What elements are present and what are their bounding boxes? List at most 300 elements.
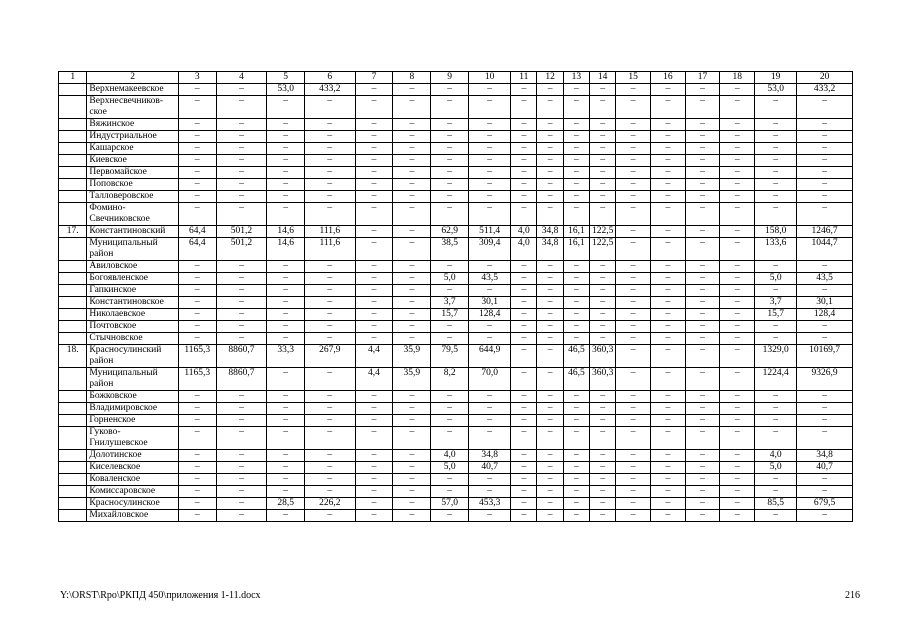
settlement-name-cell: Коваленское <box>87 474 178 486</box>
value-cell: – <box>393 261 431 273</box>
value-cell: – <box>355 391 393 403</box>
table-row <box>59 191 853 203</box>
value-cell: 64,4 <box>178 226 216 238</box>
value-cell: – <box>305 131 355 143</box>
value-cell: – <box>393 179 431 191</box>
value-cell: – <box>355 238 393 261</box>
value-cell: – <box>431 261 469 273</box>
value-cell: – <box>216 119 266 131</box>
value-cell: 40,7 <box>469 462 511 474</box>
value-cell: – <box>616 203 651 226</box>
value-cell: – <box>355 261 393 273</box>
value-cell: – <box>563 179 589 191</box>
value-cell: – <box>216 261 266 273</box>
value-cell: – <box>267 462 305 474</box>
settlement-name-cell: Киевское <box>87 155 178 167</box>
value-cell: – <box>720 403 755 415</box>
value-cell: – <box>393 427 431 450</box>
settlement-name-cell: Стычновское <box>87 333 178 345</box>
value-cell: 4,0 <box>511 226 537 238</box>
value-cell: 5,0 <box>755 462 797 474</box>
value-cell: – <box>355 474 393 486</box>
settlement-name-cell: Владимировское <box>87 403 178 415</box>
value-cell: – <box>755 321 797 333</box>
value-cell: – <box>537 155 563 167</box>
row-number-cell <box>59 261 87 273</box>
value-cell: – <box>469 84 511 96</box>
value-cell: – <box>720 450 755 462</box>
value-cell: 34,8 <box>537 226 563 238</box>
value-cell: – <box>563 462 589 474</box>
value-cell: – <box>216 309 266 321</box>
value-cell: – <box>216 84 266 96</box>
table-row <box>59 167 853 179</box>
value-cell: – <box>178 333 216 345</box>
value-cell: – <box>755 96 797 119</box>
value-cell: – <box>616 191 651 203</box>
value-cell: – <box>537 273 563 285</box>
value-cell: – <box>537 119 563 131</box>
value-cell: 5,0 <box>431 273 469 285</box>
value-cell: – <box>305 309 355 321</box>
value-cell: – <box>393 309 431 321</box>
value-cell: – <box>267 368 305 391</box>
value-cell: 53,0 <box>267 84 305 96</box>
value-cell: – <box>685 285 720 297</box>
value-cell: – <box>431 119 469 131</box>
value-cell: – <box>305 450 355 462</box>
row-number-cell <box>59 273 87 285</box>
value-cell: – <box>216 415 266 427</box>
value-cell: – <box>216 143 266 155</box>
value-cell: – <box>511 510 537 522</box>
value-cell: – <box>469 333 511 345</box>
value-cell: – <box>355 297 393 309</box>
value-cell: – <box>305 333 355 345</box>
value-cell: 1329,0 <box>755 345 797 368</box>
value-cell: – <box>651 238 686 261</box>
table-row <box>59 273 853 285</box>
value-cell: – <box>616 333 651 345</box>
value-cell: – <box>511 345 537 368</box>
value-cell: – <box>720 321 755 333</box>
value-cell: – <box>178 143 216 155</box>
value-cell: 8860,7 <box>216 345 266 368</box>
value-cell: – <box>720 167 755 179</box>
value-cell: – <box>720 96 755 119</box>
value-cell: – <box>393 391 431 403</box>
row-number-cell <box>59 510 87 522</box>
value-cell: – <box>720 261 755 273</box>
value-cell: 453,3 <box>469 498 511 510</box>
value-cell: – <box>537 131 563 143</box>
value-cell: – <box>537 498 563 510</box>
value-cell: – <box>305 474 355 486</box>
value-cell: – <box>590 474 616 486</box>
value-cell: – <box>355 462 393 474</box>
value-cell: – <box>267 333 305 345</box>
value-cell: – <box>305 261 355 273</box>
value-cell: – <box>469 179 511 191</box>
value-cell: – <box>511 450 537 462</box>
row-number-cell <box>59 333 87 345</box>
value-cell: 57,0 <box>431 498 469 510</box>
value-cell: – <box>431 191 469 203</box>
value-cell: – <box>305 297 355 309</box>
value-cell: – <box>178 309 216 321</box>
table-row <box>59 179 853 191</box>
settlement-name-cell: Муниципальный район <box>87 238 178 261</box>
value-cell: – <box>720 486 755 498</box>
value-cell: – <box>797 167 853 179</box>
value-cell: – <box>797 155 853 167</box>
value-cell: – <box>305 427 355 450</box>
column-header: 11 <box>511 72 537 84</box>
value-cell: 30,1 <box>469 297 511 309</box>
value-cell: – <box>685 143 720 155</box>
value-cell: – <box>685 415 720 427</box>
value-cell: – <box>537 427 563 450</box>
value-cell: – <box>393 474 431 486</box>
table-row <box>59 462 853 474</box>
table-row <box>59 96 853 119</box>
value-cell: 1165,3 <box>178 368 216 391</box>
value-cell: 16,1 <box>563 226 589 238</box>
value-cell: – <box>590 143 616 155</box>
table-row <box>59 143 853 155</box>
value-cell: – <box>537 191 563 203</box>
value-cell: – <box>685 498 720 510</box>
value-cell: – <box>651 131 686 143</box>
value-cell: – <box>511 474 537 486</box>
value-cell: – <box>797 391 853 403</box>
value-cell: – <box>355 84 393 96</box>
value-cell: – <box>537 450 563 462</box>
value-cell: – <box>590 167 616 179</box>
value-cell: – <box>511 119 537 131</box>
value-cell: 111,6 <box>305 238 355 261</box>
value-cell: – <box>563 498 589 510</box>
value-cell: – <box>511 191 537 203</box>
value-cell: 360,3 <box>590 368 616 391</box>
settlement-name-cell: Красносулинский район <box>87 345 178 368</box>
value-cell: – <box>616 345 651 368</box>
value-cell: – <box>720 498 755 510</box>
value-cell: – <box>720 462 755 474</box>
value-cell: – <box>216 297 266 309</box>
settlement-name-cell: Муниципальный район <box>87 368 178 391</box>
value-cell: – <box>511 297 537 309</box>
value-cell: – <box>393 333 431 345</box>
value-cell: – <box>563 486 589 498</box>
value-cell: 85,5 <box>755 498 797 510</box>
row-number-cell <box>59 462 87 474</box>
value-cell: – <box>563 427 589 450</box>
value-cell: – <box>720 119 755 131</box>
value-cell: – <box>616 427 651 450</box>
value-cell: – <box>685 450 720 462</box>
column-header: 4 <box>216 72 266 84</box>
value-cell: – <box>393 238 431 261</box>
row-number-cell: 17. <box>59 226 87 238</box>
value-cell: – <box>616 285 651 297</box>
value-cell: – <box>511 486 537 498</box>
row-number-cell <box>59 297 87 309</box>
value-cell: 158,0 <box>755 226 797 238</box>
value-cell: – <box>563 415 589 427</box>
value-cell: – <box>563 297 589 309</box>
value-cell: 5,0 <box>755 273 797 285</box>
value-cell: – <box>537 403 563 415</box>
value-cell: – <box>590 391 616 403</box>
value-cell: – <box>393 297 431 309</box>
settlement-name-cell: Константиновское <box>87 297 178 309</box>
value-cell: – <box>590 510 616 522</box>
settlement-name-cell: Гапкинское <box>87 285 178 297</box>
value-cell: – <box>616 498 651 510</box>
row-number-cell <box>59 427 87 450</box>
value-cell: – <box>651 450 686 462</box>
table-row <box>59 498 853 510</box>
column-header: 13 <box>563 72 589 84</box>
value-cell: – <box>616 297 651 309</box>
value-cell: – <box>355 486 393 498</box>
value-cell: – <box>178 96 216 119</box>
value-cell: – <box>590 179 616 191</box>
column-header: 2 <box>87 72 178 84</box>
value-cell: – <box>616 143 651 155</box>
value-cell: 35,9 <box>393 345 431 368</box>
value-cell: – <box>393 403 431 415</box>
value-cell: – <box>216 167 266 179</box>
value-cell: – <box>755 285 797 297</box>
value-cell: – <box>563 131 589 143</box>
value-cell: 128,4 <box>797 309 853 321</box>
value-cell: – <box>305 403 355 415</box>
table-row <box>59 226 853 238</box>
value-cell: – <box>755 391 797 403</box>
value-cell: – <box>755 155 797 167</box>
value-cell: – <box>305 191 355 203</box>
value-cell: – <box>178 297 216 309</box>
value-cell: – <box>685 321 720 333</box>
value-cell: – <box>511 415 537 427</box>
value-cell: – <box>469 203 511 226</box>
value-cell: 43,5 <box>469 273 511 285</box>
value-cell: – <box>469 167 511 179</box>
value-cell: – <box>720 285 755 297</box>
value-cell: – <box>685 297 720 309</box>
value-cell: – <box>216 131 266 143</box>
value-cell: – <box>305 415 355 427</box>
value-cell: – <box>178 427 216 450</box>
column-header: 14 <box>590 72 616 84</box>
value-cell: – <box>469 486 511 498</box>
value-cell: 309,4 <box>469 238 511 261</box>
value-cell: 43,5 <box>797 273 853 285</box>
value-cell: – <box>393 155 431 167</box>
value-cell: – <box>393 510 431 522</box>
value-cell: – <box>755 415 797 427</box>
value-cell: – <box>393 273 431 285</box>
value-cell: – <box>651 333 686 345</box>
table-row <box>59 474 853 486</box>
value-cell: – <box>720 474 755 486</box>
value-cell: – <box>720 309 755 321</box>
value-cell: – <box>267 203 305 226</box>
column-header: 16 <box>651 72 686 84</box>
value-cell: – <box>590 450 616 462</box>
value-cell: – <box>797 131 853 143</box>
value-cell: – <box>431 179 469 191</box>
value-cell: – <box>537 462 563 474</box>
value-cell: – <box>537 486 563 498</box>
value-cell: – <box>685 474 720 486</box>
value-cell: – <box>537 179 563 191</box>
value-cell: – <box>469 391 511 403</box>
value-cell: – <box>355 143 393 155</box>
row-number-cell <box>59 474 87 486</box>
value-cell: – <box>431 391 469 403</box>
value-cell: – <box>651 321 686 333</box>
value-cell: – <box>797 403 853 415</box>
value-cell: – <box>720 368 755 391</box>
value-cell: 8,2 <box>431 368 469 391</box>
value-cell: – <box>267 391 305 403</box>
value-cell: – <box>720 415 755 427</box>
value-cell: – <box>267 143 305 155</box>
table-row <box>59 285 853 297</box>
value-cell: – <box>178 486 216 498</box>
row-number-cell <box>59 131 87 143</box>
value-cell: – <box>431 333 469 345</box>
value-cell: – <box>685 84 720 96</box>
column-header: 20 <box>797 72 853 84</box>
settlement-name-cell: Константиновский <box>87 226 178 238</box>
value-cell: – <box>355 321 393 333</box>
value-cell: – <box>267 427 305 450</box>
document-file-path: Y:\ORST\Rpo\РКПД 450\приложения 1-11.docx <box>60 590 261 601</box>
value-cell: – <box>590 498 616 510</box>
value-cell: – <box>431 510 469 522</box>
table-row <box>59 238 853 261</box>
value-cell: – <box>267 261 305 273</box>
value-cell: 122,5 <box>590 238 616 261</box>
value-cell: – <box>393 143 431 155</box>
value-cell: – <box>563 450 589 462</box>
value-cell: – <box>685 226 720 238</box>
value-cell: – <box>355 191 393 203</box>
value-cell: – <box>355 96 393 119</box>
value-cell: 3,7 <box>755 297 797 309</box>
value-cell: – <box>616 391 651 403</box>
value-cell: 267,9 <box>305 345 355 368</box>
value-cell: – <box>469 131 511 143</box>
value-cell: – <box>563 191 589 203</box>
table-row <box>59 403 853 415</box>
value-cell: 40,7 <box>797 462 853 474</box>
value-cell: – <box>590 191 616 203</box>
table-row <box>59 309 853 321</box>
value-cell: – <box>178 450 216 462</box>
value-cell: – <box>511 462 537 474</box>
value-cell: – <box>651 143 686 155</box>
value-cell: – <box>797 474 853 486</box>
row-number-cell <box>59 403 87 415</box>
value-cell: – <box>355 333 393 345</box>
value-cell: – <box>537 203 563 226</box>
value-cell: – <box>537 143 563 155</box>
value-cell: 16,1 <box>563 238 589 261</box>
value-cell: 226,2 <box>305 498 355 510</box>
value-cell: – <box>537 321 563 333</box>
value-cell: – <box>393 415 431 427</box>
value-cell: – <box>469 285 511 297</box>
value-cell: 501,2 <box>216 238 266 261</box>
value-cell: – <box>305 321 355 333</box>
value-cell: – <box>651 119 686 131</box>
value-cell: – <box>267 321 305 333</box>
value-cell: – <box>616 474 651 486</box>
table-row <box>59 119 853 131</box>
table-row <box>59 131 853 143</box>
table-row <box>59 427 853 450</box>
value-cell: 28,5 <box>267 498 305 510</box>
table-row <box>59 486 853 498</box>
value-cell: – <box>355 510 393 522</box>
value-cell: – <box>616 179 651 191</box>
value-cell: – <box>797 333 853 345</box>
value-cell: – <box>651 403 686 415</box>
value-cell: – <box>590 273 616 285</box>
settlement-name-cell: Фомино-Свечниковское <box>87 203 178 226</box>
value-cell: – <box>720 273 755 285</box>
value-cell: – <box>720 391 755 403</box>
settlement-name-cell: Верхнемакеевское <box>87 84 178 96</box>
value-cell: – <box>537 391 563 403</box>
value-cell: – <box>178 179 216 191</box>
settlement-name-cell: Горненское <box>87 415 178 427</box>
value-cell: – <box>651 155 686 167</box>
value-cell: – <box>305 96 355 119</box>
value-cell: – <box>755 203 797 226</box>
value-cell: – <box>305 391 355 403</box>
settlement-name-cell: Индустриальное <box>87 131 178 143</box>
value-cell: – <box>755 510 797 522</box>
row-number-cell <box>59 368 87 391</box>
value-cell: – <box>267 297 305 309</box>
value-cell: – <box>511 261 537 273</box>
column-header: 9 <box>431 72 469 84</box>
settlement-name-cell: Поповское <box>87 179 178 191</box>
value-cell: – <box>720 297 755 309</box>
column-header: 1 <box>59 72 87 84</box>
value-cell: 501,2 <box>216 226 266 238</box>
row-number-cell: 18. <box>59 345 87 368</box>
value-cell: 35,9 <box>393 368 431 391</box>
value-cell: 14,6 <box>267 238 305 261</box>
value-cell: – <box>563 143 589 155</box>
value-cell: – <box>651 261 686 273</box>
value-cell: – <box>755 167 797 179</box>
row-number-cell <box>59 167 87 179</box>
value-cell: – <box>469 143 511 155</box>
settlement-name-cell: Кашарское <box>87 143 178 155</box>
table-row <box>59 84 853 96</box>
value-cell: – <box>431 143 469 155</box>
value-cell: – <box>616 415 651 427</box>
value-cell: 111,6 <box>305 226 355 238</box>
